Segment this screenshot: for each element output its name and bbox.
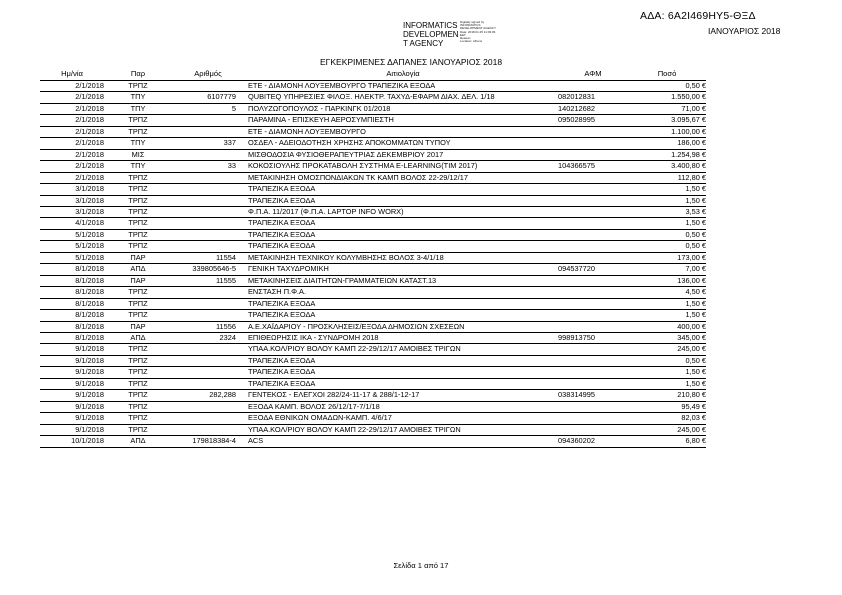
page-number: Σελίδα 1 από 17 xyxy=(393,561,449,570)
cell-description: ΥΠΑΑ.ΚΟΛ/ΡΙΟΥ ΒΟΛΟΥ ΚΑΜΠ 22-29/12/17 ΑΜΟΙΒΕΣ ΤΡΙΓΩΝ xyxy=(248,424,558,435)
cell-number xyxy=(168,126,248,137)
cell-par: ΤΡΠΖ xyxy=(108,172,168,183)
cell-amount: 1,50 € xyxy=(628,195,706,206)
cell-date: 8/1/2018 xyxy=(40,287,108,298)
table-row xyxy=(40,436,706,447)
table-row xyxy=(40,81,706,92)
table-row xyxy=(40,264,706,275)
cell-number xyxy=(168,218,248,229)
table-row xyxy=(40,298,706,309)
cell-number xyxy=(168,401,248,412)
cell-amount: 1,50 € xyxy=(628,298,706,309)
cell-afm xyxy=(558,275,628,286)
table-body xyxy=(40,81,706,448)
cell-description: ΤΡΑΠΕΖΙΚΑ ΕΞΟΔΑ xyxy=(248,355,558,366)
table-row xyxy=(40,218,706,229)
cell-amount: 3,53 € xyxy=(628,206,706,217)
cell-amount: 82,03 € xyxy=(628,413,706,424)
cell-par: ΤΠΥ xyxy=(108,161,168,172)
cell-number: 6107779 xyxy=(168,92,248,103)
cell-afm xyxy=(558,424,628,435)
cell-date: 8/1/2018 xyxy=(40,310,108,321)
cell-number: 11556 xyxy=(168,321,248,332)
cell-par: ΤΠΥ xyxy=(108,92,168,103)
cell-date: 3/1/2018 xyxy=(40,206,108,217)
column-header-par: Παρ xyxy=(108,68,168,81)
cell-afm xyxy=(558,310,628,321)
cell-number xyxy=(168,298,248,309)
cell-afm xyxy=(558,367,628,378)
cell-par: ΤΡΠΖ xyxy=(108,218,168,229)
cell-description: ΓΕΝΤΕΚΟΣ - ΕΛΕΓΧΟΙ 282/24-11-17 & 288/1-12-17 xyxy=(248,390,558,401)
cell-amount: 4,50 € xyxy=(628,287,706,298)
cell-date: 9/1/2018 xyxy=(40,355,108,366)
column-header-number: Αριθμός xyxy=(168,68,248,81)
cell-par: ΤΡΠΖ xyxy=(108,413,168,424)
cell-number: 11554 xyxy=(168,252,248,263)
cell-number: 282,288 xyxy=(168,390,248,401)
cell-date: 8/1/2018 xyxy=(40,275,108,286)
cell-description: ΜΙΣΘΟΔΟΣΙΑ ΦΥΣΙΟΘΕΡΑΠΕΥΤΡΙΑΣ ΔΕΚΕΜΒΡΙΟΥ 2017 xyxy=(248,149,558,160)
cell-number: 337 xyxy=(168,138,248,149)
cell-date: 8/1/2018 xyxy=(40,298,108,309)
cell-description: ΤΡΑΠΕΖΙΚΑ ΕΞΟΔΑ xyxy=(248,378,558,389)
cell-date: 10/1/2018 xyxy=(40,436,108,447)
cell-afm xyxy=(558,206,628,217)
signer-name xyxy=(403,21,459,48)
cell-date: 9/1/2018 xyxy=(40,390,108,401)
cell-afm: 095028995 xyxy=(558,115,628,126)
cell-date: 2/1/2018 xyxy=(40,92,108,103)
cell-par: ΤΡΠΖ xyxy=(108,310,168,321)
cell-date: 2/1/2018 xyxy=(40,126,108,137)
cell-par: ΤΡΠΖ xyxy=(108,241,168,252)
cell-par: ΠΑΡ xyxy=(108,275,168,286)
signer-name-line-1: INFORMATICS xyxy=(403,21,458,30)
cell-description: ΕΤΕ - ΔΙΑΜΟΝΗ ΛΟΥΞΕΜΒΟΥΡΓΟ ΤΡΑΠΕΖΙΚΑ ΕΞΟΔΑ xyxy=(248,81,558,92)
table-row xyxy=(40,206,706,217)
cell-number xyxy=(168,355,248,366)
table-header-row xyxy=(40,68,706,81)
cell-par: ΤΡΠΖ xyxy=(108,206,168,217)
cell-amount: 112,80 € xyxy=(628,172,706,183)
cell-date: 2/1/2018 xyxy=(40,81,108,92)
cell-date: 9/1/2018 xyxy=(40,344,108,355)
expenses-table xyxy=(40,68,706,448)
cell-amount: 71,00 € xyxy=(628,103,706,114)
cell-afm: 094360202 xyxy=(558,436,628,447)
cell-number xyxy=(168,287,248,298)
cell-afm xyxy=(558,378,628,389)
cell-afm xyxy=(558,229,628,240)
cell-description: QUBITEQ ΥΠΗΡΕΣΙΕΣ ΦΙΛΟΞ. ΗΛΕΚΤΡ. ΤΑΧΥΔ-ΕΦΑΡΜ ΔΙΑΧ. ΔΕΛ. 1/18 xyxy=(248,92,558,103)
cell-amount: 1.254,98 € xyxy=(628,149,706,160)
cell-afm xyxy=(558,126,628,137)
signature-line: Location: Athens xyxy=(460,39,483,44)
cell-afm xyxy=(558,401,628,412)
cell-amount: 136,00 € xyxy=(628,275,706,286)
table-row xyxy=(40,310,706,321)
cell-date: 8/1/2018 xyxy=(40,321,108,332)
cell-date: 3/1/2018 xyxy=(40,184,108,195)
signature-line: INFORMATICS xyxy=(460,23,481,28)
cell-amount: 95,49 € xyxy=(628,401,706,412)
cell-number: 339805646-5 xyxy=(168,264,248,275)
cell-par: ΤΡΠΖ xyxy=(108,390,168,401)
cell-par: ΤΡΠΖ xyxy=(108,367,168,378)
signature-line: DEVELOPMENT AGENCY xyxy=(460,26,496,31)
cell-par: ΤΡΠΖ xyxy=(108,126,168,137)
cell-number xyxy=(168,115,248,126)
cell-amount: 0,50 € xyxy=(628,229,706,240)
cell-number xyxy=(168,172,248,183)
cell-description: ΥΠΑΑ.ΚΟΛ/ΡΙΟΥ ΒΟΛΟΥ ΚΑΜΠ 22-29/12/17 ΑΜΟΙΒΕΣ ΤΡΙΓΩΝ xyxy=(248,344,558,355)
cell-description: ΕΞΟΔΑ ΚΑΜΠ. ΒΟΛΟΣ 26/12/17-7/1/18 xyxy=(248,401,558,412)
table-row xyxy=(40,252,706,263)
cell-date: 8/1/2018 xyxy=(40,264,108,275)
cell-description: ACS xyxy=(248,436,558,447)
cell-afm xyxy=(558,298,628,309)
table-row xyxy=(40,184,706,195)
cell-description: ΕΤΕ - ΔΙΑΜΟΝΗ ΛΟΥΞΕΜΒΟΥΡΓΟ xyxy=(248,126,558,137)
table-row xyxy=(40,390,706,401)
cell-number xyxy=(168,367,248,378)
cell-date: 8/1/2018 xyxy=(40,332,108,343)
cell-description: ΤΡΑΠΕΖΙΚΑ ΕΞΟΔΑ xyxy=(248,298,558,309)
cell-number: 2324 xyxy=(168,332,248,343)
cell-number xyxy=(168,424,248,435)
cell-description: ΤΡΑΠΕΖΙΚΑ ΕΞΟΔΑ xyxy=(248,218,558,229)
cell-number xyxy=(168,149,248,160)
cell-par: ΤΡΠΖ xyxy=(108,378,168,389)
cell-date: 2/1/2018 xyxy=(40,138,108,149)
cell-amount: 245,00 € xyxy=(628,424,706,435)
table-row xyxy=(40,344,706,355)
cell-date: 9/1/2018 xyxy=(40,378,108,389)
signature-line: Digitally signed by xyxy=(460,20,485,24)
cell-date: 2/1/2018 xyxy=(40,115,108,126)
cell-amount: 1,50 € xyxy=(628,184,706,195)
cell-afm: 104366575 xyxy=(558,161,628,172)
cell-description: ΤΡΑΠΕΖΙΚΑ ΕΞΟΔΑ xyxy=(248,241,558,252)
cell-number xyxy=(168,81,248,92)
cell-number xyxy=(168,241,248,252)
cell-number xyxy=(168,184,248,195)
cell-par: ΜΙΣ xyxy=(108,149,168,160)
cell-date: 5/1/2018 xyxy=(40,229,108,240)
cell-date: 2/1/2018 xyxy=(40,172,108,183)
cell-afm: 140212682 xyxy=(558,103,628,114)
cell-afm xyxy=(558,252,628,263)
cell-amount: 7,00 € xyxy=(628,264,706,275)
cell-afm xyxy=(558,81,628,92)
cell-amount: 1.100,00 € xyxy=(628,126,706,137)
cell-date: 2/1/2018 xyxy=(40,149,108,160)
cell-afm: 094537720 xyxy=(558,264,628,275)
table-row xyxy=(40,355,706,366)
cell-amount: 173,00 € xyxy=(628,252,706,263)
table-row xyxy=(40,172,706,183)
table-row xyxy=(40,161,706,172)
table-row xyxy=(40,413,706,424)
cell-amount: 1,50 € xyxy=(628,310,706,321)
cell-number xyxy=(168,310,248,321)
column-header-date: Ημ/νία xyxy=(40,68,108,81)
cell-amount: 3.400,80 € xyxy=(628,161,706,172)
cell-description: Φ.Π.Α. 11/2017 (Φ.Π.Α. LAPTOP INFO WORX) xyxy=(248,206,558,217)
cell-number: 33 xyxy=(168,161,248,172)
cell-amount: 6,80 € xyxy=(628,436,706,447)
cell-amount: 0,50 € xyxy=(628,241,706,252)
table-row xyxy=(40,401,706,412)
table-row xyxy=(40,275,706,286)
cell-afm xyxy=(558,241,628,252)
cell-amount: 1.550,00 € xyxy=(628,92,706,103)
cell-description: ΜΕΤΑΚΙΝΗΣΕΙΣ ΔΙΑΙΤΗΤΩΝ-ΓΡΑΜΜΑΤΕΙΩΝ ΚΑΤΑΣΤ.13 xyxy=(248,275,558,286)
cell-description: ΤΡΑΠΕΖΙΚΑ ΕΞΟΔΑ xyxy=(248,195,558,206)
table-row xyxy=(40,321,706,332)
cell-date: 4/1/2018 xyxy=(40,218,108,229)
cell-description: ΠΟΛΥΖΩΓΟΠΟΥΛΟΣ - ΠΑΡΚΙΝΓΚ 01/2018 xyxy=(248,103,558,114)
cell-afm xyxy=(558,138,628,149)
table-row xyxy=(40,92,706,103)
cell-par: ΤΡΠΖ xyxy=(108,298,168,309)
cell-number xyxy=(168,344,248,355)
cell-par: ΤΡΠΖ xyxy=(108,344,168,355)
cell-amount: 345,00 € xyxy=(628,332,706,343)
cell-amount: 186,00 € xyxy=(628,138,706,149)
cell-number xyxy=(168,229,248,240)
cell-par: ΤΡΠΖ xyxy=(108,355,168,366)
cell-amount: 1,50 € xyxy=(628,367,706,378)
cell-number: 5 xyxy=(168,103,248,114)
cell-description: ΜΕΤΑΚΙΝΗΣΗ ΟΜΟΣΠΟΝΔΙΑΚΩΝ ΤΚ ΚΑΜΠ ΒΟΛΟΣ 22-29/12/17 xyxy=(248,172,558,183)
cell-date: 9/1/2018 xyxy=(40,401,108,412)
cell-description: ΕΠΙΘΕΩΡΗΣΙΣ ΙΚΑ - ΣΥΝΔΡΟΜΗ 2018 xyxy=(248,332,558,343)
table-row xyxy=(40,126,706,137)
cell-afm xyxy=(558,321,628,332)
cell-date: 5/1/2018 xyxy=(40,241,108,252)
cell-number: 179818384-4 xyxy=(168,436,248,447)
cell-afm: 082012831 xyxy=(558,92,628,103)
cell-number xyxy=(168,206,248,217)
cell-description: ΤΡΑΠΕΖΙΚΑ ΕΞΟΔΑ xyxy=(248,310,558,321)
cell-par: ΠΑΡ xyxy=(108,321,168,332)
cell-description: ΕΞΟΔΑ ΕΘΝΙΚΩΝ ΟΜΑΔΩΝ-ΚΑΜΠ. 4/6/17 xyxy=(248,413,558,424)
cell-par: ΤΡΠΖ xyxy=(108,184,168,195)
column-header-amount: Ποσό xyxy=(628,68,706,81)
cell-par: ΤΡΠΖ xyxy=(108,229,168,240)
cell-amount: 1,50 € xyxy=(628,378,706,389)
table-row xyxy=(40,287,706,298)
document-title: ΕΓΚΕΚΡΙΜΕΝΕΣ ΔΑΠΑΝΕΣ ΙΑΝΟΥΑΡΙΟΣ 2018 xyxy=(320,57,503,67)
cell-afm: 998913750 xyxy=(558,332,628,343)
table-row xyxy=(40,149,706,160)
table-row xyxy=(40,424,706,435)
signature-line: Reason: xyxy=(460,36,472,41)
cell-amount: 3.095,67 € xyxy=(628,115,706,126)
table-row xyxy=(40,241,706,252)
cell-par: ΑΠΔ xyxy=(108,264,168,275)
cell-par: ΑΠΔ xyxy=(108,436,168,447)
cell-afm xyxy=(558,195,628,206)
cell-number xyxy=(168,195,248,206)
cell-afm xyxy=(558,184,628,195)
cell-par: ΤΡΠΖ xyxy=(108,424,168,435)
cell-description: ΠΑΡΑΜΙΝΑ - ΕΠΙΣΚΕΥΗ ΑΕΡΟΣΥΜΠΙΕΣΤΗ xyxy=(248,115,558,126)
cell-amount: 245,00 € xyxy=(628,344,706,355)
cell-date: 9/1/2018 xyxy=(40,367,108,378)
cell-description: ΜΕΤΑΚΙΝΗΣΗ ΤΕΧΝΙΚΟΥ ΚΟΛΥΜΒΗΣΗΣ ΒΟΛΟΣ 3-4/1/18 xyxy=(248,252,558,263)
cell-par: ΠΑΡ xyxy=(108,252,168,263)
table-row xyxy=(40,195,706,206)
table-row xyxy=(40,115,706,126)
cell-date: 9/1/2018 xyxy=(40,424,108,435)
cell-number xyxy=(168,378,248,389)
cell-par: ΑΠΔ xyxy=(108,332,168,343)
table-row xyxy=(40,367,706,378)
cell-afm xyxy=(558,149,628,160)
table-row xyxy=(40,332,706,343)
signer-name-line-2: DEVELOPMEN xyxy=(403,30,459,39)
cell-par: ΤΠΥ xyxy=(108,138,168,149)
cell-amount: 210,80 € xyxy=(628,390,706,401)
cell-description: ΟΣΔΕΛ - ΑΔΕΙΟΔΟΤΗΣΗ ΧΡΗΣΗΣ ΑΠΟΚΟΜΜΑΤΩΝ ΤΥΠΟΥ xyxy=(248,138,558,149)
table-row xyxy=(40,378,706,389)
cell-description: ΚΟΚΟΣΙΟΥΛΗΣ ΠΡΟΚΑΤΑΒΟΛΗ ΣΥΣΤΗΜΑ E-LEARNING(TIM 2017) xyxy=(248,161,558,172)
cell-date: 5/1/2018 xyxy=(40,252,108,263)
month-label: ΙΑΝΟΥΑΡΙΟΣ 2018 xyxy=(708,26,781,36)
column-header-description: Αιτιολογία xyxy=(248,68,558,81)
signer-name-line-3: T AGENCY xyxy=(403,39,444,48)
ada-code: ΑΔΑ: 6Α2Ι469ΗΥ5-ΘΞΔ xyxy=(640,10,756,22)
cell-description: Α.Ε.ΧΑΪΔΑΡΙΟΥ - ΠΡΟΣΚΛΗΣΕΙΣ/ΕΞΟΔΑ ΔΗΜΟΣΙΩΝ ΣΧΕΣΕΩΝ xyxy=(248,321,558,332)
cell-description: ΓΕΝΙΚΗ ΤΑΧΥΔΡΟΜΙΚΗ xyxy=(248,264,558,275)
cell-afm xyxy=(558,413,628,424)
cell-par: ΤΡΠΖ xyxy=(108,81,168,92)
cell-date: 3/1/2018 xyxy=(40,195,108,206)
cell-amount: 0,50 € xyxy=(628,355,706,366)
cell-description: ΤΡΑΠΕΖΙΚΑ ΕΞΟΔΑ xyxy=(248,367,558,378)
cell-par: ΤΡΠΖ xyxy=(108,115,168,126)
cell-amount: 1,50 € xyxy=(628,218,706,229)
cell-date: 2/1/2018 xyxy=(40,103,108,114)
table-row xyxy=(40,103,706,114)
cell-amount: 0,50 € xyxy=(628,81,706,92)
cell-description: ΕΝΣΤΑΣΗ Π.Φ.Α. xyxy=(248,287,558,298)
cell-date: 9/1/2018 xyxy=(40,413,108,424)
table-row xyxy=(40,138,706,149)
cell-date: 2/1/2018 xyxy=(40,161,108,172)
cell-number xyxy=(168,413,248,424)
signature-line: Date: 2018.01.25 11:09:06 xyxy=(460,29,496,34)
digital-signature-details xyxy=(460,21,530,43)
column-header-afm: ΑΦΜ xyxy=(558,68,628,81)
cell-amount: 400,00 € xyxy=(628,321,706,332)
cell-description: ΤΡΑΠΕΖΙΚΑ ΕΞΟΔΑ xyxy=(248,184,558,195)
table-row xyxy=(40,229,706,240)
cell-afm xyxy=(558,172,628,183)
signature-line: EET xyxy=(460,32,466,37)
cell-par: ΤΡΠΖ xyxy=(108,287,168,298)
cell-description: ΤΡΑΠΕΖΙΚΑ ΕΞΟΔΑ xyxy=(248,229,558,240)
cell-par: ΤΡΠΖ xyxy=(108,195,168,206)
cell-afm xyxy=(558,287,628,298)
cell-afm xyxy=(558,355,628,366)
cell-number: 11555 xyxy=(168,275,248,286)
cell-afm xyxy=(558,344,628,355)
cell-afm xyxy=(558,218,628,229)
cell-afm: 038314995 xyxy=(558,390,628,401)
cell-par: ΤΠΥ xyxy=(108,103,168,114)
cell-par: ΤΡΠΖ xyxy=(108,401,168,412)
